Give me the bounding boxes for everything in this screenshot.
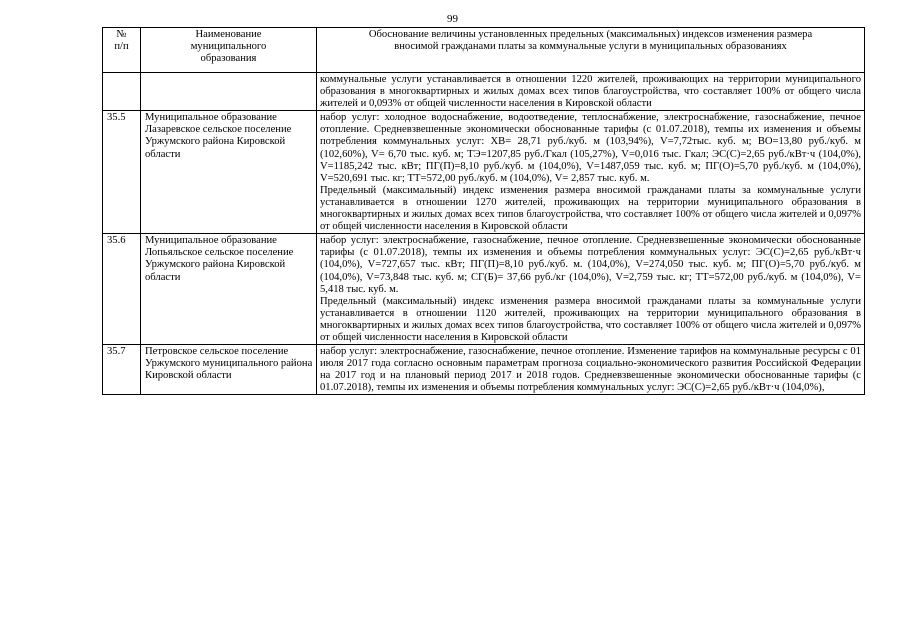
tariff-paragraph: набор услуг: электроснабжение, газоснабжение, печное отопление. Средневзвешенные экономически обоснованные тарифы (с 01.07.2018), темпы их изменения и объемы потребления коммунальных услуг: ЭС(С)=2,65 руб./кВт·ч (104,0%), V=727,657 тыс. кВт; ПГ(П)=8,10 руб./куб. м. (104,0%), V=274,050 тыс. куб. м; ПГ(О)=5,70 руб./куб. м (104,0%), V=73,848 тыс. куб. м; СГ(Б)= 37,66 руб./кг (104,0%), V=2,759 тыс. кг; ТТ=572,00 руб./куб. м (104,0%), V= 5,418 тыс. куб. м.	[320, 235, 861, 295]
header-number-line1: №	[116, 29, 127, 40]
header-name-line3: образования	[200, 53, 257, 65]
tariff-paragraph: набор услуг: холодное водоснабжение, водоотведение, теплоснабжение, электроснабжение, газоснабжение, печное отопление. Средневзвешенные экономически обоснованные тарифы (с 01.07.2018), темпы их изменения и объемы потребления коммунальных услуг: ХВ= 28,71 руб./куб. м (103,94%), V=7,72тыс. куб. м; ВО=13,80 руб./куб. м (102,60%), V= 6,70 тыс. куб. м; ТЭ=1207,85 руб./Гкал (105,27%), V=0,016 тыс. Гкал; ЭС(С)=2,65 руб./кВт·ч (104,0%), V=1185,242 тыс. кВт; ПГ(П)=8,10 руб./куб. м (104,0%), V=1487,059 тыс. куб. м; ПГ(О)=5,70 руб./куб. м (104,0%), V=520,691 тыс. кг; ТТ=572,00 руб./куб. м (104,0%), V= 2,857 тыс. куб. м.	[320, 112, 861, 184]
row-basis-cell	[317, 111, 865, 234]
municipality-name: Петровское сельское поселение Уржумского муниципального района Кировской области	[141, 345, 317, 395]
municipality-name: Муниципальное образование Лазаревское сельское поселение Уржумского района Кировской области	[141, 111, 317, 234]
header-number-line2: п/п	[114, 41, 129, 53]
municipality-name: Муниципальное образование Лопьяльское сельское поселение Уржумского района Кировской области	[141, 234, 317, 345]
index-paragraph: Предельный (максимальный) индекс изменения размера вносимой гражданами платы за коммунальные услуги устанавливается в отношении 1270 жителей, проживающих на территории муниципального образования в многоквартирных и жилых домах всех типов благоустройства, что составляет 100% от общего числа жителей и 0,097% от общей численности населения в Кировской области	[320, 184, 861, 233]
header-number-column	[103, 28, 141, 73]
header-basis-column	[317, 28, 865, 73]
table-row-continuation	[103, 73, 865, 111]
table-row-35-5	[103, 111, 865, 234]
header-name-column	[141, 28, 317, 73]
continuation-paragraph: коммунальные услуги устанавливается в отношении 1220 жителей, проживающих на территории муниципального образования в многоквартирных и жилых домах всех типов благоустройства, что составляет 100% от общего числа жителей и 0,093% от общей численности населения в Кировской области	[320, 74, 861, 110]
header-basis-line2: вносимой гражданами платы за коммунальные услуги в муниципальных образованиях	[394, 41, 787, 53]
header-basis-line1: Обоснование величины установленных предельных (максимальных) индексов изменения размера	[368, 29, 813, 40]
row-basis-cell	[317, 345, 865, 395]
page-number: 99	[447, 13, 458, 25]
tariff-paragraph: набор услуг: электроснабжение, газоснабжение, печное отопление. Изменение тарифов на коммунальные ресурсы с 01 июля 2017 года согласно основным параметрам прогноза социально-экономического развития Российской Федерации на 2017 год и на плановый период 2017 и 2018 годов. Средневзвешенные экономически обоснованные тарифы (с 01.07.2018), темпы их изменения и объемы потребления коммунальных услуг: ЭС(С)=2,65 руб./кВт·ч (104,0%),	[320, 346, 861, 394]
header-name-line2: муниципального	[190, 41, 267, 53]
continuation-text-cell	[317, 73, 865, 111]
table-row-35-6	[103, 234, 865, 345]
continuation-number-cell	[103, 73, 141, 111]
continuation-name-cell	[141, 73, 317, 111]
index-paragraph: Предельный (максимальный) индекс изменения размера вносимой гражданами платы за коммунальные услуги устанавливается в отношении 1120 жителей, проживающих на территории муниципального образования в многоквартирных и жилых домах всех типов благоустройства, что составляет 100% от общего числа жителей и 0,097% от общей численности населения в Кировской области	[320, 295, 861, 343]
table-row-35-7	[103, 345, 865, 395]
row-basis-cell	[317, 234, 865, 345]
row-number: 35.7	[103, 345, 141, 395]
row-number: 35.5	[103, 111, 141, 234]
document-table	[102, 27, 865, 395]
table-header-row	[103, 28, 865, 73]
header-name-line1: Наименование	[195, 29, 262, 40]
row-number: 35.6	[103, 234, 141, 345]
